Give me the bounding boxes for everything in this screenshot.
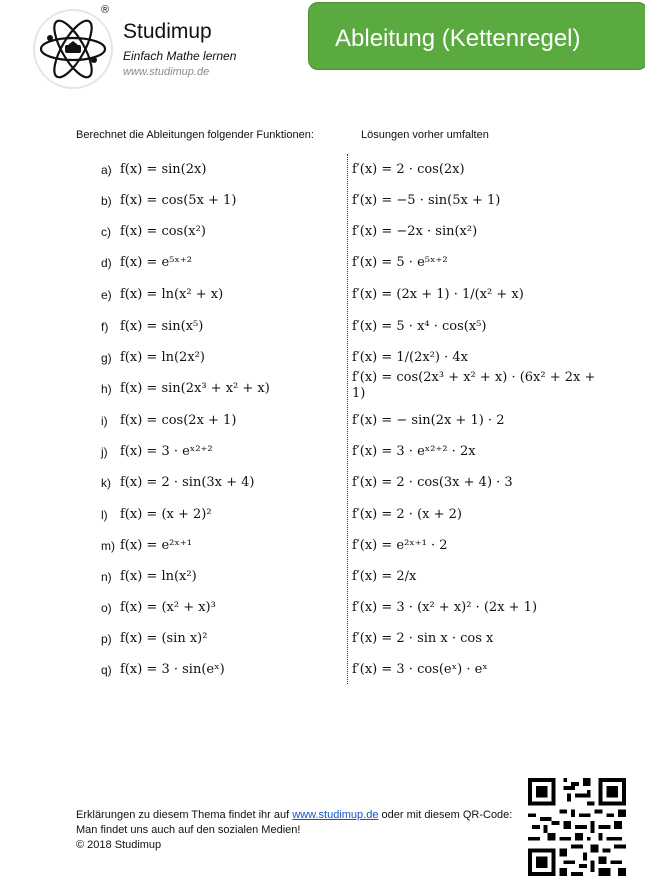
exercise-solution: f′(x) = (2x + 1) · 1/(x² + x) [352, 287, 524, 302]
footer [76, 808, 512, 853]
exercise-solution: f′(x) = 2 · cos(3x + 4) · 3 [352, 475, 513, 490]
exercise-row [0, 500, 645, 530]
exercise-label: n) [101, 570, 112, 584]
exercise-function: f(x) = cos(x²) [120, 224, 206, 239]
exercise-solution: f′(x) = 2/x [352, 569, 417, 584]
exercise-label: i) [101, 414, 108, 428]
exercise-row [0, 370, 645, 404]
exercise-solution: f′(x) = 2 · sin x · cos x [352, 631, 494, 646]
exercise-label: o) [101, 601, 112, 615]
qr-code[interactable] [528, 778, 626, 876]
exercise-solution: f′(x) = 3 · cos(eˣ) · eˣ [352, 662, 488, 677]
exercise-solution: f′(x) = −5 · sin(5x + 1) [352, 193, 501, 208]
exercise-function: f(x) = ln(x² + x) [120, 287, 224, 302]
page-title: Ableitung (Kettenregel) [335, 25, 581, 52]
exercise-function: f(x) = sin(2x) [120, 162, 207, 177]
exercise-function: f(x) = sin(x⁵) [120, 319, 204, 334]
exercise-label: g) [101, 351, 112, 365]
exercise-row [0, 248, 645, 278]
studimup-atom-logo [32, 8, 114, 90]
exercise-function: f(x) = 3 · eˣ²⁺² [120, 444, 213, 459]
exercise-label: b) [101, 194, 112, 208]
exercise-label: l) [101, 508, 108, 522]
exercise-solution: f′(x) = 5 · e⁵ˣ⁺² [352, 255, 448, 270]
exercise-row [0, 562, 645, 592]
brand-name: Studimup [123, 20, 212, 43]
exercise-row [0, 406, 645, 436]
solutions-heading: Lösungen vorher umfalten [361, 129, 489, 141]
title-banner [308, 2, 645, 70]
exercise-label: j) [101, 445, 108, 459]
exercise-row [0, 468, 645, 498]
exercise-solution: f′(x) = 1/(2x²) · 4x [352, 350, 469, 365]
exercise-function: f(x) = 3 · sin(eˣ) [120, 662, 225, 677]
exercise-row [0, 186, 645, 216]
exercise-row [0, 531, 645, 561]
brand-tagline: Einfach Mathe lernen [123, 49, 237, 63]
exercise-solution: f′(x) = cos(2x³ + x² + x) · (6x² + 2x + 1) [352, 370, 596, 401]
exercise-label: f) [101, 320, 109, 334]
exercise-function: f(x) = cos(2x + 1) [120, 413, 237, 428]
exercise-label: m) [101, 539, 115, 553]
exercise-row [0, 217, 645, 247]
exercise-row [0, 343, 645, 373]
exercise-row [0, 312, 645, 342]
exercise-row [0, 655, 645, 685]
exercise-function: f(x) = cos(5x + 1) [120, 193, 237, 208]
exercise-function: f(x) = (x + 2)² [120, 507, 212, 522]
exercise-function: f(x) = e²ˣ⁺¹ [120, 538, 192, 553]
exercise-row [0, 155, 645, 185]
exercise-label: a) [101, 163, 112, 177]
exercise-label: k) [101, 476, 111, 490]
exercise-row [0, 280, 645, 310]
exercise-label: q) [101, 663, 112, 677]
exercise-label: h) [101, 382, 112, 396]
brand-website: www.studimup.de [123, 66, 210, 78]
exercise-function: f(x) = sin(2x³ + x² + x) [120, 381, 270, 396]
exercise-solution: f′(x) = 3 · eˣ²⁺² · 2x [352, 444, 476, 459]
exercise-row [0, 437, 645, 467]
exercise-function: f(x) = e⁵ˣ⁺² [120, 255, 192, 270]
exercise-function: f(x) = (x² + x)³ [120, 600, 216, 615]
exercise-solution: f′(x) = 5 · x⁴ · cos(x⁵) [352, 319, 487, 334]
website-link[interactable]: www.studimup.de [292, 809, 379, 821]
registered-mark: ® [101, 4, 110, 16]
exercise-label: p) [101, 632, 112, 646]
exercise-function: f(x) = ln(x²) [120, 569, 197, 584]
exercise-function: f(x) = (sin x)² [120, 631, 208, 646]
exercise-solution: f′(x) = 2 · (x + 2) [352, 507, 462, 522]
exercise-solution: f′(x) = − sin(2x + 1) · 2 [352, 413, 505, 428]
exercise-function: f(x) = 2 · sin(3x + 4) [120, 475, 255, 490]
exercise-row [0, 624, 645, 654]
footer-copyright: © 2018 Studimup [76, 839, 162, 851]
exercise-function: f(x) = ln(2x²) [120, 350, 205, 365]
exercise-solution: f′(x) = e²ˣ⁺¹ · 2 [352, 538, 448, 553]
footer-line-2: Man findet uns auch auf den sozialen Medien! [76, 824, 301, 836]
exercise-solution: f′(x) = 3 · (x² + x)² · (2x + 1) [352, 600, 538, 615]
exercise-label: d) [101, 256, 112, 270]
exercise-row [0, 593, 645, 623]
exercise-solution: f′(x) = 2 · cos(2x) [352, 162, 465, 177]
exercise-label: e) [101, 288, 112, 302]
footer-line-1: Erklärungen zu diesem Thema findet ihr auf www.studimup.de oder mit diesem QR-Code: [76, 809, 513, 821]
exercise-solution: f′(x) = −2x · sin(x²) [352, 224, 478, 239]
exercises-heading: Berechnet die Ableitungen folgender Funktionen: [76, 129, 314, 141]
exercise-label: c) [101, 225, 111, 239]
